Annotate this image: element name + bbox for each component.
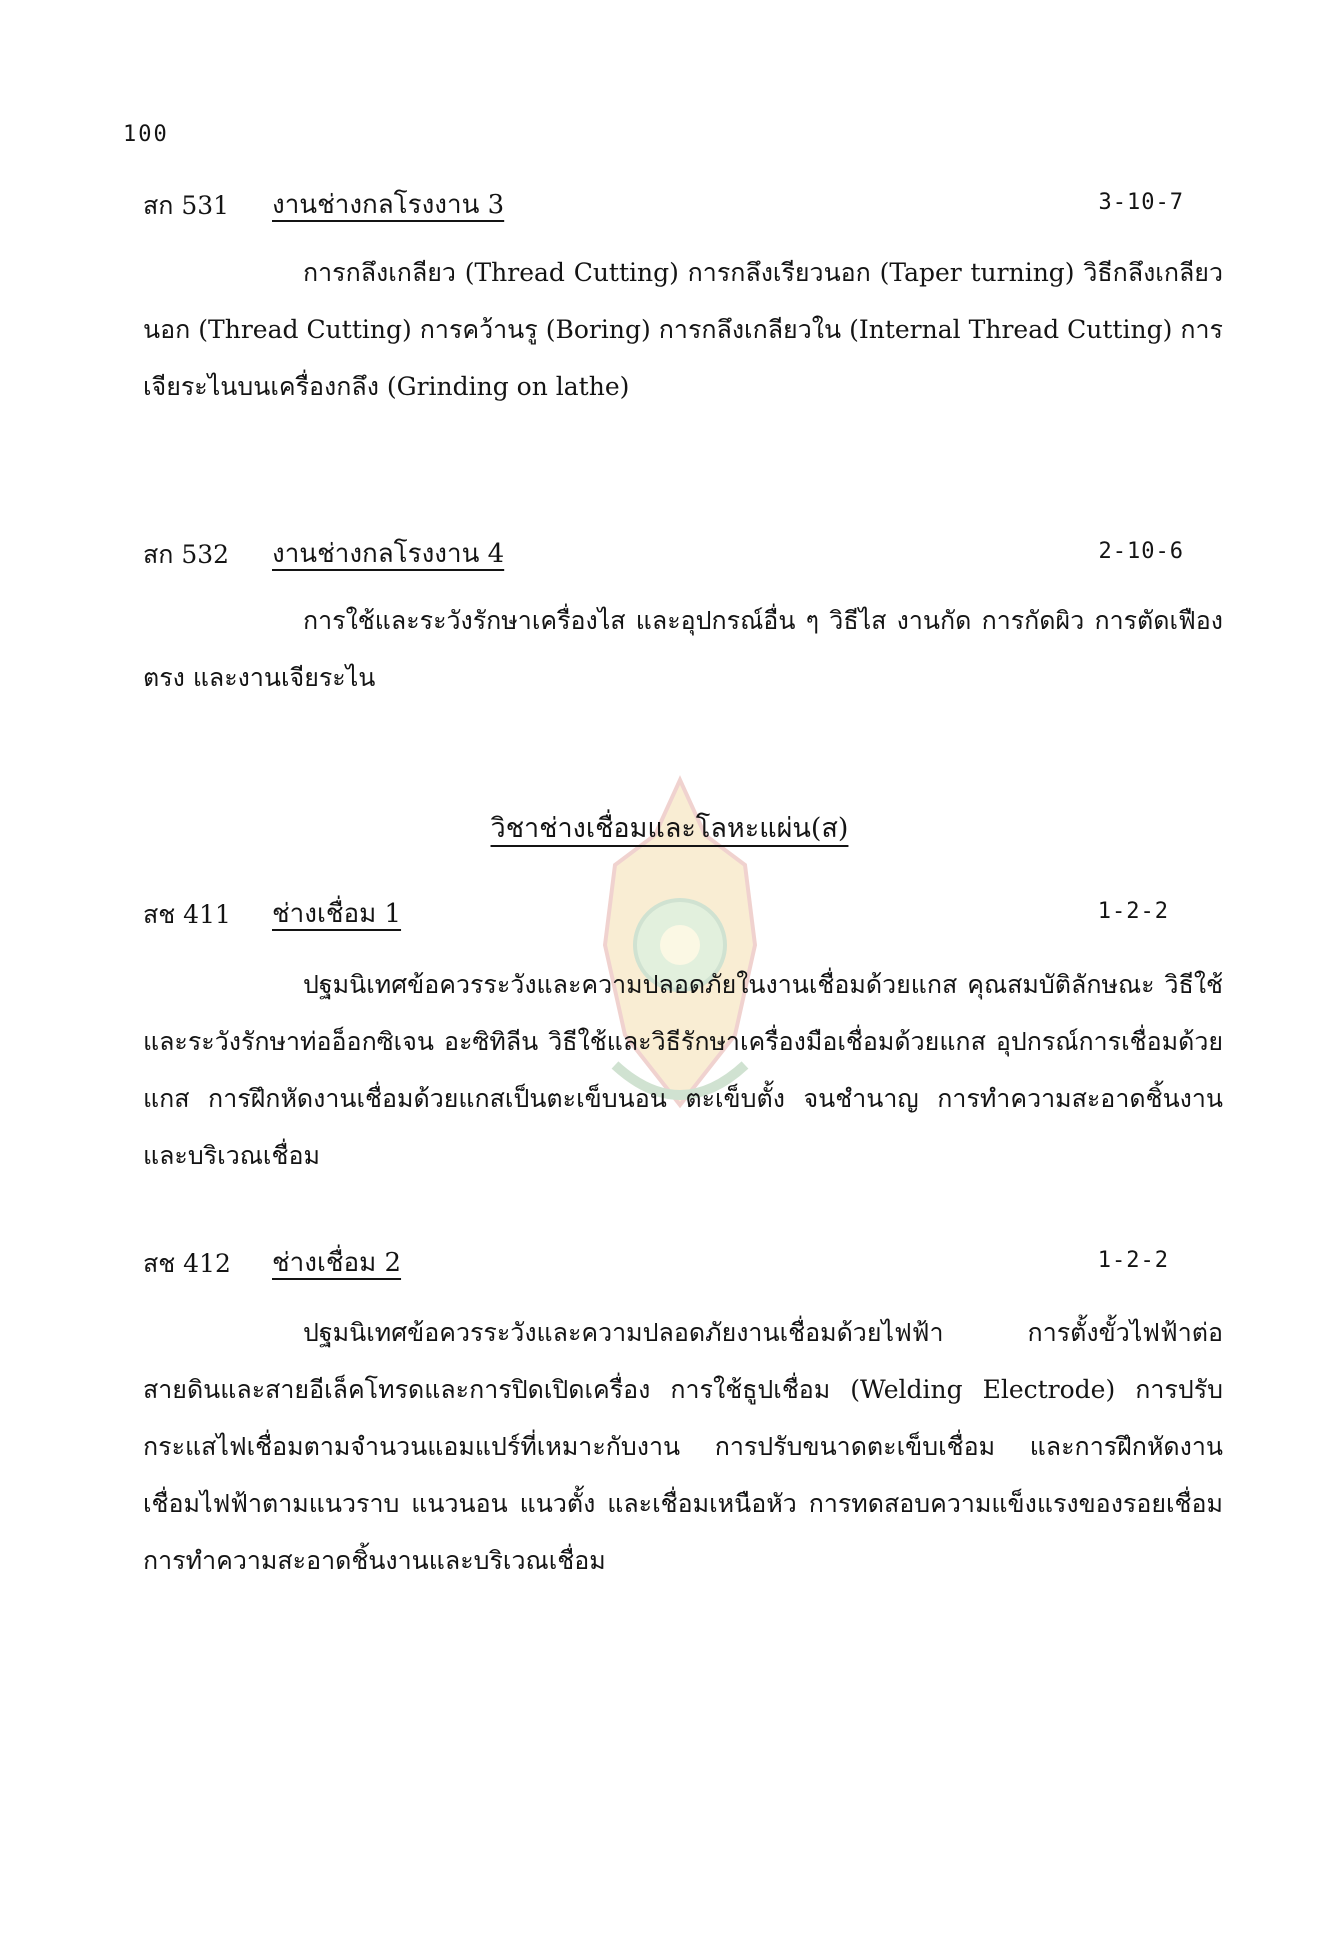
course-code: สช 412 (143, 1249, 231, 1278)
course-code: สก 531 (143, 191, 230, 220)
course-credits: 1-2-2 (1097, 899, 1169, 924)
course-title: ช่างเชื่อม 2 (272, 1248, 402, 1278)
course-credits: 3-10-7 (1098, 190, 1184, 215)
page-number: 100 (123, 122, 169, 147)
course-credits: 2-10-6 (1098, 539, 1184, 564)
course-code: สก 532 (143, 540, 230, 569)
section-heading (0, 806, 1339, 849)
section-heading-text: วิชาช่างเชื่อมและโลหะแผ่น(ส) (490, 813, 849, 844)
course-title: งานช่างกลโรงงาน 4 (272, 539, 505, 569)
course-title: งานช่างกลโรงงาน 3 (272, 190, 505, 220)
course-description: การกลึงเกลียว (Thread Cutting) การกลึงเรียวนอก (Taper turning) วิธีกลึงเกลียวนอก (Thread Cutting) การคว้านรู (Boring) การกลึงเกลียวใน (Internal Thread Cutting) การเจียระไนบนเครื่องกลึง (Grinding on lathe) (143, 258, 1223, 401)
course-code: สช 411 (143, 900, 231, 929)
course-credits: 1-2-2 (1097, 1248, 1169, 1273)
course-description: ปฐมนิเทศข้อควรระวังและความปลอดภัยในงานเชื่อมด้วยแกส คุณสมบัติลักษณะ วิธีใช้และระวังรักษาท่ออ็อกซิเจน อะซิทิลีน วิธีใช้และวิธีรักษาเครื่องมือเชื่อมด้วยแกส อุปกรณ์การเชื่อมด้วยแกส การฝึกหัดงานเชื่อมด้วยแกสเป็นตะเข็บนอน ตะเข็บตั้ง จนชำนาญ การทำความสะอาดชิ้นงานและบริเวณเชื่อม (143, 970, 1223, 1170)
course-title: ช่างเชื่อม 1 (272, 899, 402, 929)
course-description: การใช้และระวังรักษาเครื่องไส และอุปกรณ์อื่น ๆ วิธีไส งานกัด การกัดผิว การตัดเฟืองตรง และงานเจียระไน (143, 606, 1223, 692)
course-description: ปฐมนิเทศข้อควรระวังและความปลอดภัยงานเชื่อมด้วยไฟฟ้า การตั้งขั้วไฟฟ้าต่อสายดินและสายอีเล็คโทรดและการปิดเปิดเครื่อง การใช้ธูปเชื่อม (Welding Electrode) การปรับกระแสไฟเชื่อมตามจำนวนแอมแปร์ที่เหมาะกับงาน การปรับขนาดตะเข็บเชื่อม และการฝึกหัดงานเชื่อมไฟฟ้าตามแนวราบ แนวนอน แนวตั้ง และเชื่อมเหนือหัว การทดสอบความแข็งแรงของรอยเชื่อม การทำความสะอาดชิ้นงานและบริเวณเชื่อม (143, 1318, 1223, 1575)
